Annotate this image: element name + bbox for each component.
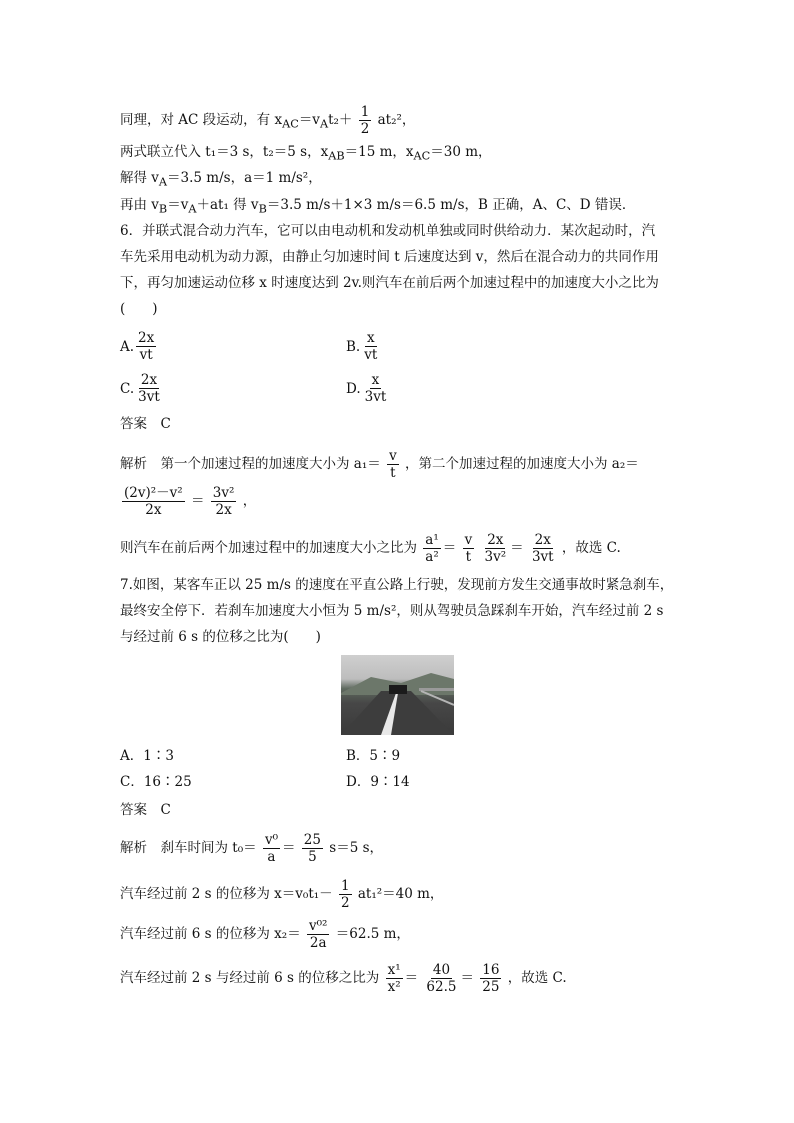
- q7-explanation-2: 汽车经过前 2 s 的位移为 x＝v₀t₁－ $\frac{1}{2}$ at₁²＝40 m，: [120, 878, 444, 911]
- q6-option-a: A. $\frac{2x}{vt}$: [120, 330, 155, 363]
- road-scene-illustration: [341, 655, 454, 735]
- q7-option-b: B．5∶9: [346, 748, 401, 764]
- prev-line-1: 同理，对 AC 段运动，有 $x_{AC}=v_At_2+$ $\frac{1}{2}$ at₂²，: [120, 104, 416, 137]
- q6-option-d: D. $\frac{x}{3vt}$: [346, 372, 387, 405]
- prev-line-3: 解得 $v_A=3.5$ m/s，a＝1 m/s²，: [120, 170, 322, 189]
- q7-explanation-3: 汽车经过前 6 s 的位移为 x₂＝ $\frac{\text{v⁰²}}{2a}$ ＝62.5 m，: [120, 918, 410, 951]
- accident-road-photo: [341, 655, 454, 735]
- q7-option-c: C．16∶25: [120, 774, 192, 790]
- question-7-text: 7.如图，某客车正以 25 m/s 的速度在平直公路上行驶，发现前方发生交通事故时紧急刹车， 最终安全停下．若刹车加速度大小恒为 5 m/s²，则从驾驶员急踩刹车开始，汽车经过前 2 s 与经过前 6 s 的位移之比为( ): [120, 577, 674, 645]
- q7-explanation-4: 汽车经过前 2 s 与经过前 6 s 的位移之比为 $\frac{\text{x¹}}{\text{x²}}$ ＝ $\frac{40}{62.5}$ ＝ $\frac{16}{25}$ ，故选 C.: [120, 962, 567, 995]
- q7-answer: 答案 C: [120, 802, 171, 818]
- q6-answer: 答案 C: [120, 416, 171, 432]
- q6-option-c: C. $\frac{2x}{3vt}$: [120, 372, 160, 405]
- q6-explanation-2: $\frac{\text{(2v)²－v²}}{2x}$ ＝ $\frac{\text{3v²}}{2x}$ ，: [124, 485, 257, 518]
- q7-option-a: A．1∶3: [120, 748, 174, 764]
- fraction: $\frac{1}{2}$: [360, 104, 370, 137]
- q7-explanation-1: 解析 刹车时间为 t₀＝ $\frac{\text{v⁰}}{a}$ ＝ $\frac{25}{5}$ s＝5 s，: [120, 832, 384, 865]
- q6-explanation-3: 则汽车在前后两个加速过程中的加速度大小之比为 $\frac{\text{a¹}}{\text{a²}}$ ＝ $\frac{v}{t}$ $\frac{2x}{\text{3v²}}$ ＝ $\frac{2x}{3vt}$ ，故选 C.: [120, 532, 621, 565]
- q6-option-b: B. $\frac{x}{vt}$: [346, 330, 378, 363]
- q7-option-d: D．9∶14: [346, 774, 410, 790]
- q6-explanation-1: 解析 第一个加速过程的加速度大小为 a₁＝ $\frac{v}{t}$ ，第二个加速过程的加速度大小为 a₂＝: [120, 448, 639, 481]
- prev-line-2: 两式联立代入 t₁＝3 s，t₂＝5 s，$x_{AB}=15$ m，$x_{AC}=30$ m，: [120, 144, 492, 163]
- prev-line-4: 再由 $v_B=v_A+at_1$ 得 $v_B=3.5$ m/s＋1×3 m/s＝6.5 m/s，B 正确，A、C、D 错误．: [120, 197, 636, 216]
- question-6-text: 6．并联式混合动力汽车，它可以由电动机和发动机单独或同时供给动力．某次起动时，汽 车先采用电动机为动力源，由静止匀加速时间 t 后速度达到 v，然后在混合动力的共同作用 下，再匀加速运动位移 x 时速度达到 2v.则汽车在前后两个加速过程中的加速度大小之比为 ( ): [120, 223, 659, 317]
